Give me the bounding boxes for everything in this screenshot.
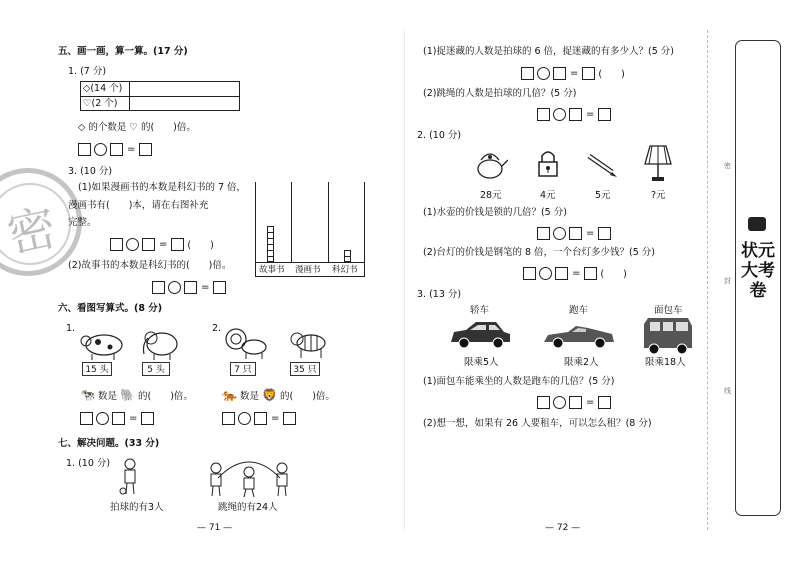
lion-icon: 🦁 [262,388,277,402]
margin-char: 密 [724,162,731,170]
heart-icon: ♡ [129,122,138,133]
q3-part1-equation[interactable]: = ( ) [110,237,214,251]
tiger-icon: 🐅 [222,388,237,402]
jump-rope-kids-picture [206,454,292,498]
answer-box[interactable] [537,108,550,121]
q3-part1-line1: (1)如果漫画书的本数是科幻书的 7 倍， [78,182,247,193]
q3-part2: (2)故事书的本数是科幻书的( )倍。 [68,260,232,271]
van-picture [642,316,694,356]
section-6-title: 六、看图写算式。(8 分) [58,303,163,314]
count-box: 5 头 [142,362,170,376]
page-number-left: — 71 — [197,523,233,533]
category-label: 漫画书 [295,265,321,275]
page-divider [404,30,405,530]
story-book-bar [267,226,274,262]
answer-box[interactable] [582,67,595,80]
answer-box[interactable] [213,281,226,294]
table-row-heart: ♡(2 个) [83,98,118,109]
answer-box[interactable] [569,108,582,121]
r-q2-part1-equation[interactable]: = [537,227,611,240]
r-q1-part2: (2)跳绳的人数是拍球的几倍？(5 分) [423,88,577,99]
limit-label: 限乘5人 [464,357,499,368]
r-q1-part1-equation[interactable]: = ( ) [521,66,625,80]
vehicle-label: 面包车 [654,305,683,316]
r-q3-part2: (2)想一想，如果有 26 人要租车，可以怎么租？(8 分) [423,418,652,429]
q6-1-label: 1. [66,323,76,334]
kettle-picture [474,150,508,180]
answer-box[interactable] [78,143,91,156]
answer-box[interactable] [171,238,184,251]
answer-box[interactable] [569,396,582,409]
q3-part2-equation[interactable]: = [152,281,226,294]
sports-car-picture [542,322,616,350]
price-lamp: ?元 [651,190,666,201]
answer-box[interactable] [537,227,550,240]
lock-picture [537,148,559,178]
operator-circle[interactable] [96,412,109,425]
q1-label: 1. (7 分) [68,66,107,77]
caption-jump-rope: 跳绳的有24人 [218,502,278,513]
q6-2-equation[interactable]: = [222,412,296,425]
count-box: 35 只 [290,362,320,376]
answer-box[interactable] [222,412,235,425]
answer-box[interactable] [283,412,296,425]
answer-box[interactable] [110,238,123,251]
brand-logo-icon [748,217,766,231]
q6-2-sentence: 🐅 数是 🦁 的( )倍。 [222,388,335,402]
diamond-icon: ◇ [78,122,86,133]
table-row-diamond: ◇(14 个) [83,83,123,94]
answer-box[interactable] [184,281,197,294]
answer-box[interactable] [112,412,125,425]
answer-box[interactable] [598,227,611,240]
answer-box[interactable] [139,143,152,156]
book-chart [255,182,365,277]
answer-box[interactable] [598,108,611,121]
answer-box[interactable] [598,396,611,409]
category-label: 科幻书 [332,265,358,275]
diamond-icon: ◇ [83,83,91,94]
operator-circle[interactable] [238,412,251,425]
price-pen: 5元 [595,190,611,201]
q6-2-label: 2. [212,323,222,334]
r-q3-part1: (1)面包车能乘坐的人数是跑车的几倍？(5 分) [423,376,615,387]
q1-question: ◇ 的个数是 ♡ 的( )倍。 [78,122,196,133]
r-q2-part2-equation[interactable]: = ( ) [523,266,627,280]
lamp-picture [644,144,672,182]
price-lock: 4元 [540,190,556,201]
q3-part1-line2: 漫画书有( )本，请在右图补充 [68,200,209,211]
lion-picture [222,327,268,359]
r-q1-part1: (1)捉迷藏的人数是拍球的 6 倍，捉迷藏的有多少人？(5 分) [423,46,675,57]
operator-circle[interactable] [168,281,181,294]
q7-1-label: 1. (10 分) [66,458,111,469]
answer-box[interactable] [110,143,123,156]
elephant-picture [138,326,180,360]
r-q3-part1-equation[interactable]: = [537,396,611,409]
answer-box[interactable] [254,412,267,425]
answer-box[interactable] [555,267,568,280]
caption-ball: 拍球的有3人 [110,502,164,513]
q3-label: 3. (10 分) [68,166,113,177]
page-number-right: — 72 — [545,523,581,533]
margin-char: 线 [724,387,731,395]
count-box: 7 只 [230,362,256,376]
r-q2-part2: (2)台灯的价钱是钢笔的 8 倍，一个台灯多少钱？(5 分) [423,247,656,258]
answer-box[interactable] [553,67,566,80]
heart-icon: ♡ [83,98,92,109]
operator-circle[interactable] [537,67,550,80]
answer-box[interactable] [569,227,582,240]
cow-picture [80,330,128,360]
margin-char: 封 [724,277,731,285]
answer-box[interactable] [141,412,154,425]
q1-equation[interactable]: = [78,143,152,156]
q6-1-equation[interactable]: = [80,412,154,425]
answer-box[interactable] [537,396,550,409]
answer-box[interactable] [142,238,155,251]
limit-label: 限乘18人 [645,357,686,368]
cow-icon: 🐄 [80,388,95,402]
r-q1-part2-equation[interactable]: = [537,108,611,121]
vehicle-label: 跑车 [569,305,589,316]
brand-panel [735,40,781,516]
answer-box[interactable] [152,281,165,294]
operator-circle[interactable] [94,143,107,156]
answer-box[interactable] [523,267,536,280]
ball-bouncing-kid-picture [118,458,144,498]
operator-circle[interactable] [539,267,552,280]
r-q2-label: 2. (10 分) [417,130,462,141]
answer-box[interactable] [80,412,93,425]
sedan-picture [448,318,512,350]
elephant-icon: 🐘 [120,388,135,402]
r-q3-label: 3. (13 分) [417,289,462,300]
stamp-text: 密 [2,199,62,265]
tiger-picture [289,327,329,359]
answer-box[interactable] [584,267,597,280]
binding-margin [707,30,709,530]
count-box: 15 头 [82,362,112,376]
section-5-title: 五、画一画，算一算。(17 分) [58,46,188,57]
answer-box[interactable] [521,67,534,80]
operator-circle[interactable] [553,108,566,121]
section-7-title: 七、解决问题。(33 分) [58,438,160,449]
price-kettle: 28元 [480,190,502,201]
operator-circle[interactable] [553,227,566,240]
pen-picture [586,152,618,178]
operator-circle[interactable] [126,238,139,251]
q3-part1-line3: 完整。 [68,217,97,228]
scifi-book-bar [344,250,351,262]
shape-table [80,81,240,111]
category-label: 故事书 [259,265,285,275]
operator-circle[interactable] [553,396,566,409]
limit-label: 限乘2人 [564,357,599,368]
r-q2-part1: (1)水壶的价钱是锁的几倍？(5 分) [423,207,567,218]
brand-title: 状元大考卷 [741,241,775,301]
q6-1-sentence: 🐄 数是 🐘 的( )倍。 [80,388,193,402]
vehicle-label: 轿车 [470,305,490,316]
